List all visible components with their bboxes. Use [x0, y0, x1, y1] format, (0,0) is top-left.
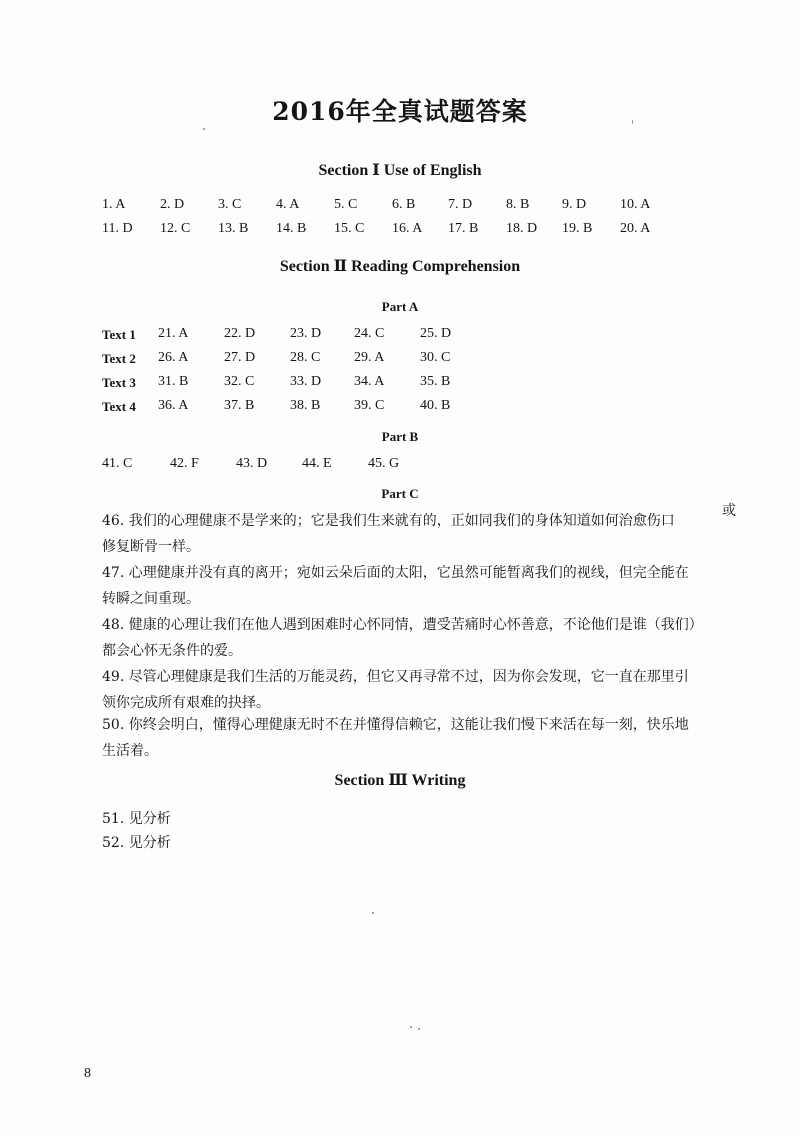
answer: 42. F [170, 456, 199, 471]
answer: 21. A [158, 326, 189, 341]
part-b-heading: Part B [381, 429, 419, 444]
answer: 27. D [224, 350, 256, 365]
text-3-row [0, 374, 800, 394]
answer: 41. C [102, 456, 133, 471]
scan-speck [203, 128, 205, 130]
part-b-row [0, 456, 800, 476]
answer: 38. B [290, 398, 321, 413]
answer: 36. A [158, 398, 189, 413]
answer-line: 都会心怀无条件的爱。 [102, 643, 242, 659]
answer-line: 50. 你终会明白，懂得心理健康无时不在并懂得信赖它，这能让我们慢下来活在每一刻，快乐地 [102, 717, 689, 733]
answer: 14. B [276, 221, 307, 236]
stray-character: 或 [722, 503, 736, 519]
answer: 4. A [276, 197, 300, 212]
text-label: Text 3 [102, 375, 136, 390]
answer-line: 生活着。 [102, 743, 158, 759]
answer-line: 49. 尽管心理健康是我们生活的万能灵药，但它又再寻常不过，因为你会发现，它一直在那里引 [102, 669, 689, 685]
answer: 28. C [290, 350, 321, 365]
part-c-heading: Part C [381, 486, 419, 501]
text-1-row [0, 326, 800, 346]
answer: 10. A [620, 197, 651, 212]
answer: 35. B [420, 374, 451, 389]
answer-line: 修复断骨一样。 [102, 539, 200, 555]
text-label: Text 4 [102, 399, 136, 414]
answer: 45. G [368, 456, 400, 471]
answer: 23. D [290, 326, 322, 341]
answer: 11. D [102, 221, 133, 236]
section-1-row-1 [0, 197, 800, 217]
writing-answer-51: 51. 见分析 [102, 811, 171, 827]
answer: 40. B [420, 398, 451, 413]
answer: 31. B [158, 374, 189, 389]
answer-line: 47. 心理健康并没有真的离开；宛如云朵后面的太阳，它虽然可能暂离我们的视线，但完全能在 [102, 565, 689, 581]
answer: 3. C [218, 197, 242, 212]
writing-answer-52: 52. 见分析 [102, 835, 171, 851]
answer: 33. D [290, 374, 322, 389]
answer-line: 46. 我们的心理健康不是学来的；它是我们生来就有的，正如同我们的身体知道如何治愈伤口 [102, 513, 675, 529]
answer: 7. D [448, 197, 473, 212]
answer: 44. E [302, 456, 332, 471]
part-c-item-48 [102, 612, 742, 664]
text-label: Text 2 [102, 351, 136, 366]
answer: 2. D [160, 197, 185, 212]
answer: 6. B [392, 197, 416, 212]
part-c-item-50 [102, 712, 742, 764]
text-2-row [0, 350, 800, 370]
part-a-heading: Part A [381, 299, 419, 314]
answer: 16. A [392, 221, 423, 236]
scan-speck [632, 120, 633, 124]
answer-line: 转瞬之间重现。 [102, 591, 200, 607]
answer: 19. B [562, 221, 593, 236]
scan-speck [418, 1028, 420, 1030]
page-title: 2016年全真试题答案 [272, 97, 528, 126]
answer: 15. C [334, 221, 365, 236]
answer: 12. C [160, 221, 191, 236]
answer: 13. B [218, 221, 249, 236]
answer: 32. C [224, 374, 255, 389]
scan-speck [410, 1026, 412, 1028]
text-4-row [0, 398, 800, 418]
part-c-item-46 [102, 508, 742, 560]
answer: 25. D [420, 326, 452, 341]
answer: 26. A [158, 350, 189, 365]
part-c-item-49 [102, 664, 742, 716]
part-c-item-47 [102, 560, 742, 612]
answer: 29. A [354, 350, 385, 365]
scan-speck [372, 912, 374, 914]
answer: 22. D [224, 326, 256, 341]
answer: 17. B [448, 221, 479, 236]
answer: 5. C [334, 197, 358, 212]
answer-line: 48. 健康的心理让我们在他人遇到困难时心怀同情，遭受苦痛时心怀善意，不论他们是谁（我们） [102, 617, 703, 633]
answer: 9. D [562, 197, 587, 212]
answer: 18. D [506, 221, 538, 236]
answer: 1. A [102, 197, 126, 212]
answer: 20. A [620, 221, 651, 236]
answer: 24. C [354, 326, 385, 341]
answer: 39. C [354, 398, 385, 413]
text-label: Text 1 [102, 327, 136, 342]
section-2-heading: Section Ⅱ Reading Comprehension [279, 258, 521, 275]
page-number: 8 [84, 1066, 91, 1081]
answer: 30. C [420, 350, 451, 365]
section-3-heading: Section Ⅲ Writing [334, 772, 466, 789]
answer-line: 领你完成所有艰难的抉择。 [102, 695, 270, 711]
answer: 43. D [236, 456, 268, 471]
section-1-row-2 [0, 221, 800, 241]
answer: 37. B [224, 398, 255, 413]
section-1-heading: Section Ⅰ Use of English [318, 162, 482, 179]
answer: 34. A [354, 374, 385, 389]
answer: 8. B [506, 197, 530, 212]
